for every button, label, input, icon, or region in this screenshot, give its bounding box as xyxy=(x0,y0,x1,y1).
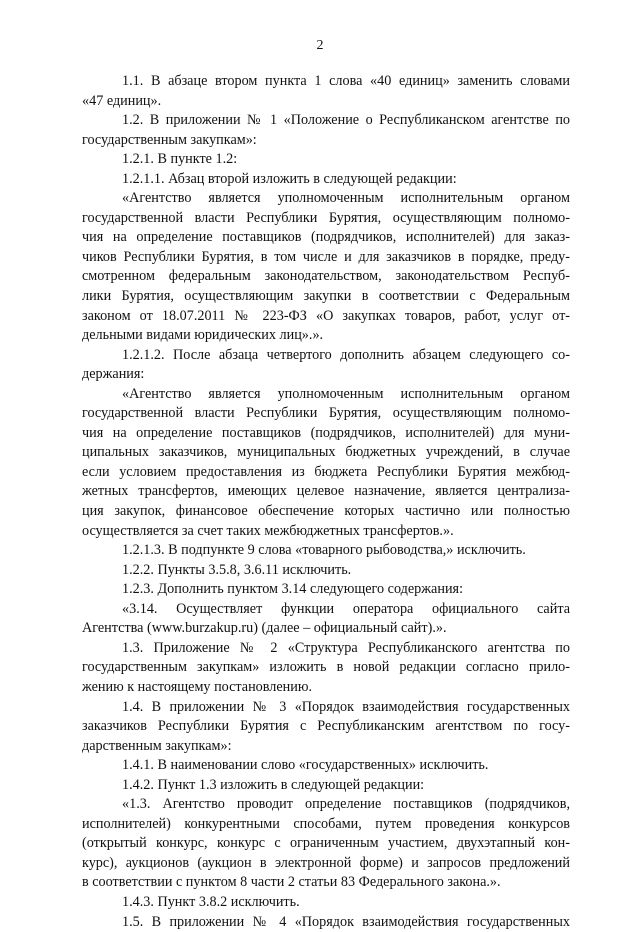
text-line: чиков Республики Бурятия, в том числе и для заказчиков в порядке, преду- xyxy=(82,248,570,265)
text-line: «Агентство является уполномоченным исполнительным органом xyxy=(122,190,570,207)
text-line: законом от 18.07.2011 № 223-ФЗ «О закупках товаров, работ, услуг от- xyxy=(82,307,570,324)
text-line: в соответствии с пунктом 8 части 2 статьи 83 Федерального закона.». xyxy=(82,874,501,891)
text-line: 1.2.3. Дополнить пунктом 3.14 следующего содержания: xyxy=(122,581,464,598)
text-line: осуществляется за счет таких межбюджетных трансфертов.». xyxy=(82,522,454,539)
text-line: 1.2.1.1. Абзац второй изложить в следующей редакции: xyxy=(122,170,457,187)
text-line: жению к настоящему постановлению. xyxy=(82,678,312,695)
text-line: жетных трансфертов, имеющих целевое назначение, является централиза- xyxy=(82,483,570,500)
text-line: «1.3. Агентство проводит определение поставщиков (подрядчиков, xyxy=(122,796,570,813)
text-line: 1.2.2. Пункты 3.5.8, 3.6.11 исключить. xyxy=(122,561,352,578)
document-body xyxy=(82,72,570,932)
text-line: 1.3. Приложение № 2 «Структура Республиканского агентства по xyxy=(122,639,570,656)
page-number: 2 xyxy=(316,38,324,53)
text-line: 1.4. В приложении № 3 «Порядок взаимодействия государственных xyxy=(122,698,570,715)
text-line: «Агентство является уполномоченным исполнительным органом xyxy=(122,385,570,402)
text-line: ция закупок, финансовое обеспечение которых частично или полностью xyxy=(82,503,570,520)
text-line: дельными видами юридических лиц».». xyxy=(82,327,324,344)
text-line: чия на определение поставщиков (подрядчиков, исполнителей) для заказ- xyxy=(82,229,570,246)
text-line: заказчиков Республики Бурятия с Республиканским агентством по госу- xyxy=(82,718,570,735)
text-line: «47 единиц». xyxy=(82,92,162,109)
text-line: «3.14. Осуществляет функции оператора официального сайта xyxy=(122,600,570,617)
text-line: 1.2.1. В пункте 1.2: xyxy=(122,151,238,168)
text-line: ципальных заказчиков, муниципальных бюджетных учреждений, в случае xyxy=(82,444,570,461)
text-line: 1.4.1. В наименовании слово «государственных» исключить. xyxy=(122,757,489,774)
text-line: держания: xyxy=(82,366,145,383)
text-line: 1.2.1.3. В подпункте 9 слова «товарного рыбоводства,» исключить. xyxy=(122,542,526,559)
text-line: государственным закупкам» изложить в новой редакции согласно прило- xyxy=(82,659,570,676)
text-line: государственным закупкам»: xyxy=(82,131,257,148)
text-line: лики Бурятия, осуществляющим закупки в соответствии с Федеральным xyxy=(82,288,570,305)
text-line: Агентства (www.burzakup.ru) (далее – официальный сайт).». xyxy=(82,620,447,637)
text-line: 1.5. В приложении № 4 «Порядок взаимодействия государственных xyxy=(122,913,570,930)
text-line: если условием предоставления из бюджета Республики Бурятия межбюд- xyxy=(82,463,570,480)
text-line: 1.1. В абзаце втором пункта 1 слова «40 единиц» заменить словами xyxy=(122,73,570,89)
text-line: курс), аукционов (аукцион в электронной форме) и запросов предложений xyxy=(82,854,570,871)
text-line: государственной власти Республики Бурятия, осуществляющим полномо- xyxy=(82,405,570,422)
text-line: смотренном федеральным законодательством, законодательством Респуб- xyxy=(82,268,570,285)
text-line: 1.4.2. Пункт 1.3 изложить в следующей редакции: xyxy=(122,776,425,793)
text-line: дарственным закупкам»: xyxy=(82,737,232,754)
text-line: 1.4.3. Пункт 3.8.2 исключить. xyxy=(122,893,300,910)
text-line: исполнителей) конкурентными способами, путем проведения конкурсов xyxy=(82,815,570,832)
text-line: 1.2.1.2. После абзаца четвертого дополнить абзацем следующего со- xyxy=(122,346,570,363)
text-line: чия на определение поставщиков (подрядчиков, исполнителей) для муни- xyxy=(82,424,570,441)
text-line: государственной власти Республики Бурятия, осуществляющим полномо- xyxy=(82,209,570,226)
text-line: (открытый конкурс, конкурс с ограниченным участием, двухэтапный кон- xyxy=(82,835,570,852)
text-line: 1.2. В приложении № 1 «Положение о Республиканском агентстве по xyxy=(122,112,570,129)
